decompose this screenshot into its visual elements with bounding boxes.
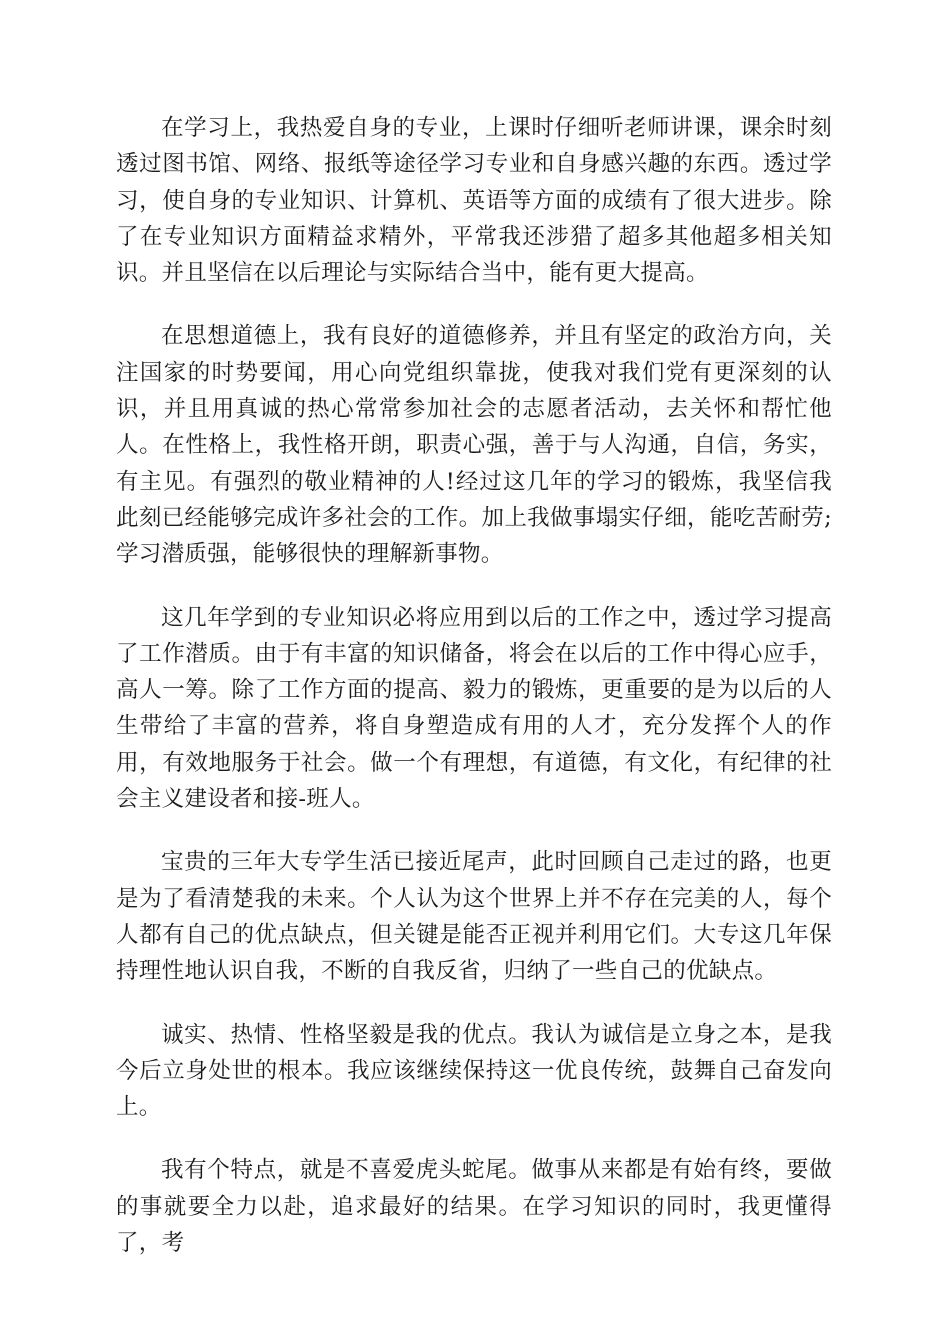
paragraph-study: 在学习上，我热爱自身的专业，上课时仔细听老师讲课，课余时刻透过图书馆、网络、报纸等途径学习专业和自身感兴趣的东西。透过学习，使自身的专业知识、计算机、英语等方面的成绩有了很大进步。除了在专业知识方面精益求精外，平常我还涉猎了超多其他超多相关知识。并且坚信在以后理论与实际结合当中，能有更大提高。 <box>116 115 832 287</box>
document-body <box>116 110 832 1288</box>
paragraph-morality: 在思想道德上，我有良好的道德修养，并且有坚定的政治方向，关注国家的时势要闻，用心向党组织靠拢，使我对我们党有更深刻的认识，并且用真诚的热心常常参加社会的志愿者活动，去关怀和帮忙他人。在性格上，我性格开朗，职责心强，善于与人沟通，自信，务实，有主见。有强烈的敬业精神的人!经过这几年的学习的锻炼，我坚信我此刻已经能够完成许多社会的工作。加上我做事塌实仔细，能吃苦耐劳;学习潜质强，能够很快的理解新事物。 <box>116 323 832 568</box>
paragraph-trait: 我有个特点，就是不喜爱虎头蛇尾。做事从来都是有始有终，要做的事就要全力以赴，追求最好的结果。在学习知识的同时，我更懂得了，考 <box>116 1157 832 1257</box>
paragraph-knowledge: 这几年学到的专业知识必将应用到以后的工作之中，透过学习提高了工作潜质。由于有丰富的知识储备，将会在以后的工作中得心应手，高人一筹。除了工作方面的提高、毅力的锻炼，更重要的是为以后的人生带给了丰富的营养，将自身塑造成有用的人才，充分发挥个人的作用，有效地服务于社会。做一个有理想，有道德，有文化，有纪律的社会主义建设者和接-班人。 <box>116 604 832 813</box>
paragraph-reflection: 宝贵的三年大专学生活已接近尾声，此时回顾自己走过的路，也更是为了看清楚我的未来。个人认为这个世界上并不存在完美的人，每个人都有自己的优点缺点，但关键是能否正视并利用它们。大专这几年保持理性地认识自我，不断的自我反省，归纳了一些自己的优缺点。 <box>116 849 832 985</box>
paragraph-strengths: 诚实、热情、性格坚毅是我的优点。我认为诚信是立身之本，是我今后立身处世的根本。我应该继续保持这一优良传统，鼓舞自己奋发向上。 <box>116 1021 832 1121</box>
